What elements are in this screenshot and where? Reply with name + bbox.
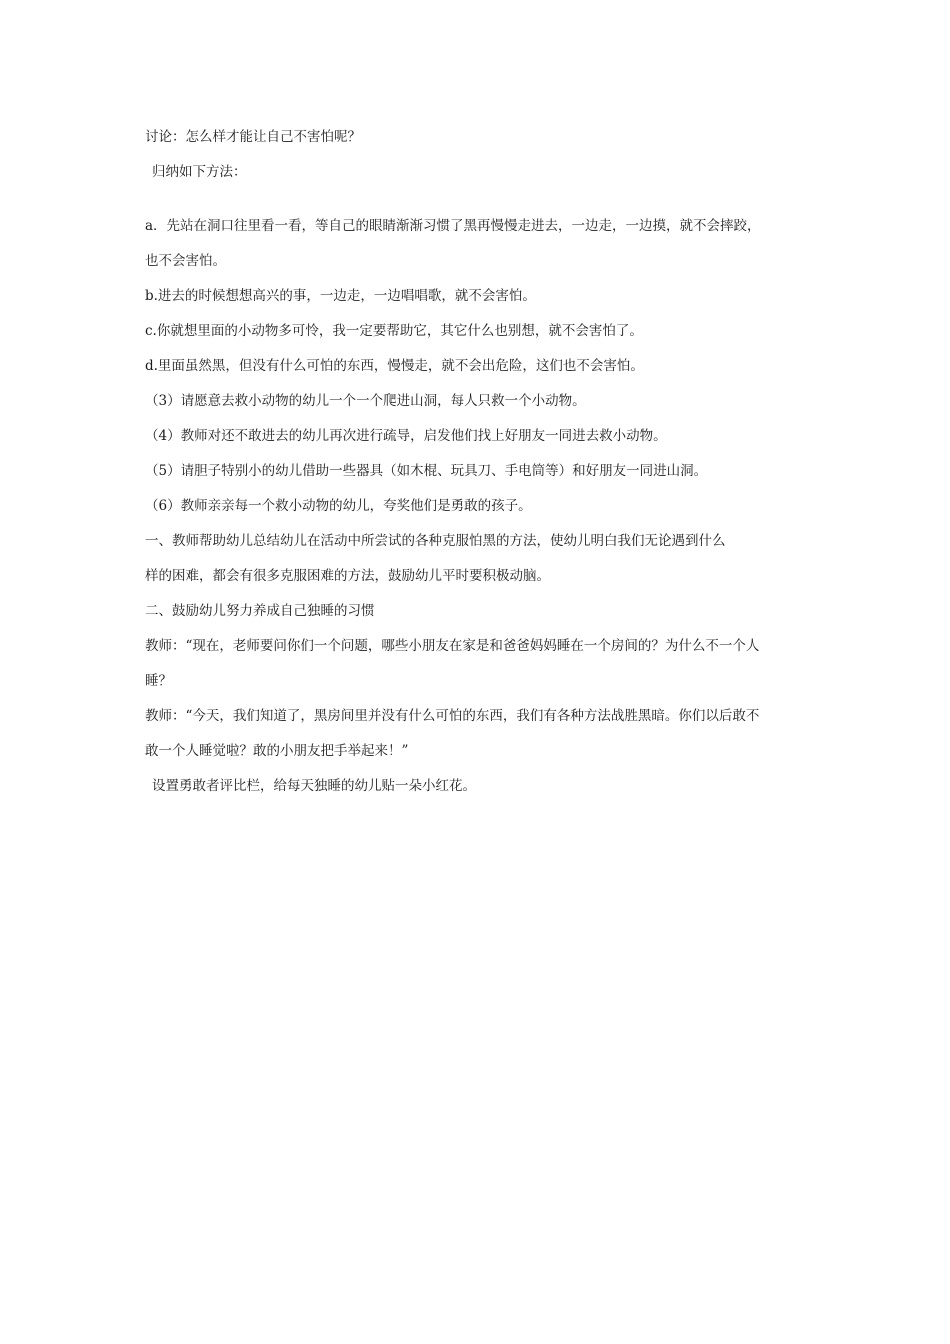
step-3: （3）请愿意去救小动物的幼儿一个一个爬进山洞，每人只救一个小动物。 — [145, 393, 586, 409]
teacher-question-line-1: 教师：“现在，老师要问你们一个问题，哪些小朋友在家是和爸爸妈妈睡在一个房间的？为什么不一个人 — [145, 638, 760, 654]
teacher-speech-line-1: 教师：“今天，我们知道了，黑房间里并没有什么可怕的东西，我们有各种方法战胜黑暗。你们以后敢不 — [145, 708, 760, 724]
method-b: b.进去的时候想想高兴的事，一边走，一边唱唱歌，就不会害怕。 — [145, 288, 536, 304]
discussion-question: 讨论：怎么样才能让自己不害怕呢？ — [145, 129, 361, 145]
step-5: （5）请胆子特别小的幼儿借助一些器具（如木棍、玩具刀、手电筒等）和好朋友一同进山洞。 — [145, 463, 708, 479]
teacher-question-line-2: 睡？ — [145, 673, 172, 689]
step-4: （4）教师对还不敢进去的幼儿再次进行疏导，启发他们找上好朋友一同进去救小动物。 — [145, 428, 667, 444]
teacher-speech-line-2: 敢一个人睡觉啦？敢的小朋友把手举起来！” — [145, 743, 409, 759]
section-one-line-2: 样的困难，都会有很多克服困难的方法，鼓励幼儿平时要积极动脑。 — [145, 568, 550, 584]
closing-activity: 设置勇敢者评比栏，给每天独睡的幼儿贴一朵小红花。 — [152, 778, 476, 794]
step-6: （6）教师亲亲每一个救小动物的幼儿，夸奖他们是勇敢的孩子。 — [145, 498, 532, 514]
section-one-line-1: 一、教师帮助幼儿总结幼儿在活动中所尝试的各种克服怕黑的方法，使幼儿明白我们无论遇到什么 — [145, 533, 726, 549]
method-a-line-1: a．先站在洞口往里看一看，等自己的眼睛渐渐习惯了黑再慢慢走进去，一边走，一边摸，就不会摔跤， — [145, 218, 761, 234]
method-a-line-2: 也不会害怕。 — [145, 253, 226, 269]
summary-heading: 归纳如下方法： — [152, 164, 247, 180]
method-d: d.里面虽然黑，但没有什么可怕的东西，慢慢走，就不会出危险，这们也不会害怕。 — [145, 358, 644, 374]
method-c: c.你就想里面的小动物多可怜，我一定要帮助它，其它什么也别想，就不会害怕了。 — [145, 323, 643, 339]
section-two-heading: 二、鼓励幼儿努力养成自己独睡的习惯 — [145, 603, 375, 619]
